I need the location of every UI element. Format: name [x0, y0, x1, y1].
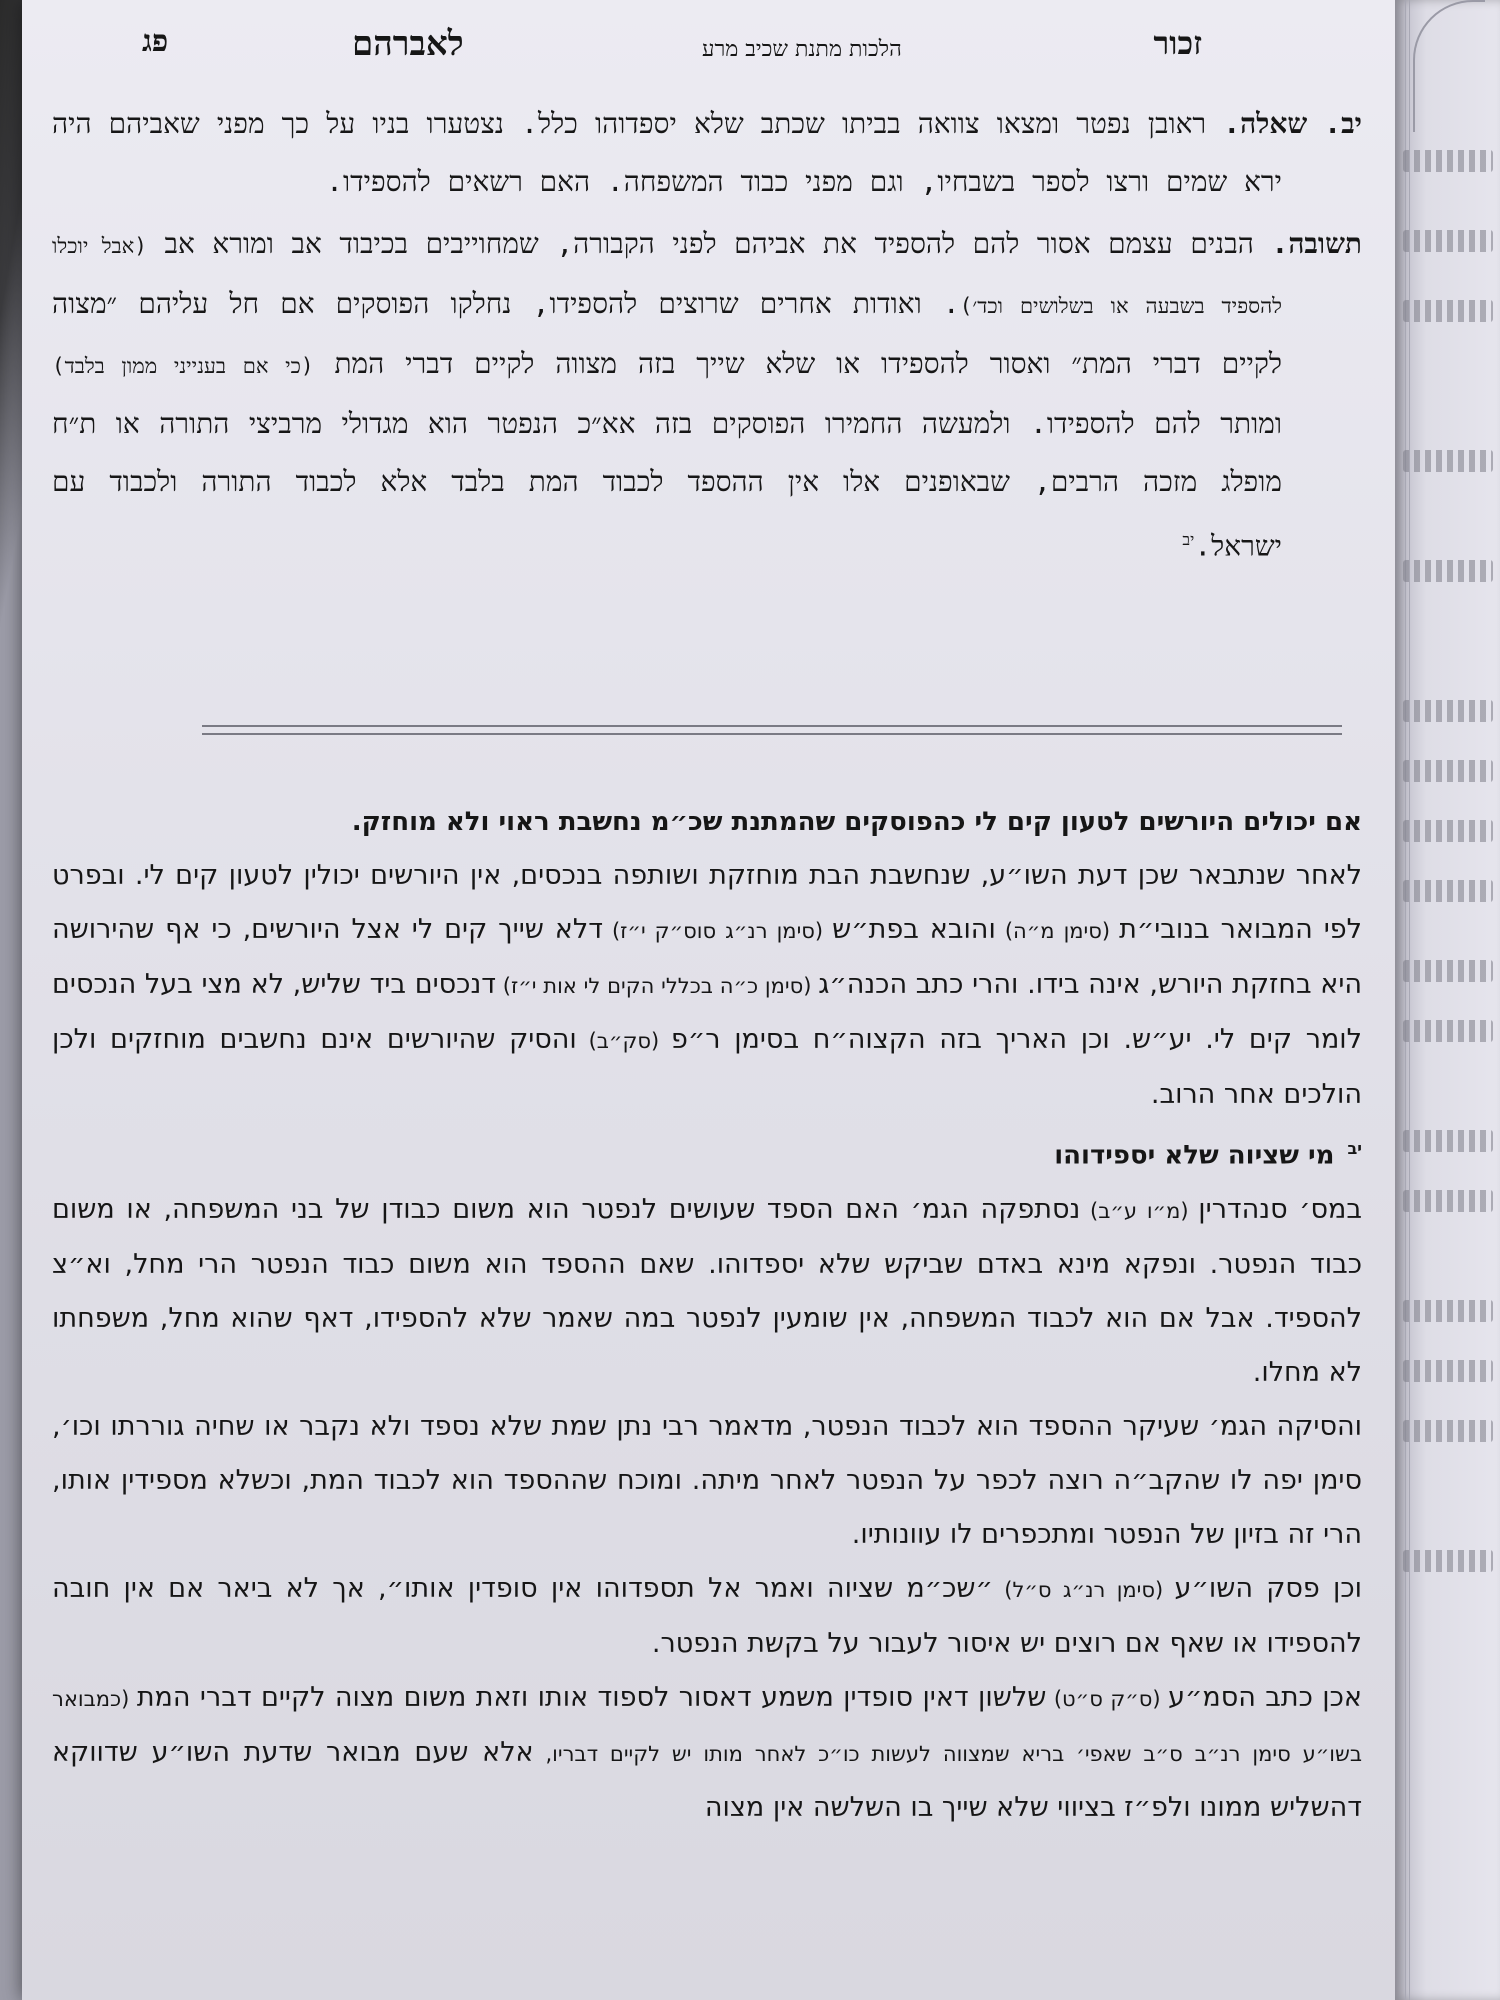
note-source: (סימן כ״ה בכללי הקים לי אות י״ז)	[496, 974, 819, 998]
question-label: יב. שאלה.	[1223, 107, 1362, 140]
page-number: פג	[142, 24, 169, 59]
note-source: (כמבואר בשו״ע סימן רנ״ב ס״ב שאפי׳ בריא שמצווה לעשות כו״כ לאחר מותו יש לקיים דבריו,	[52, 1686, 1362, 1766]
divider-line-top	[202, 725, 1342, 727]
note-heading-1: אם יכולים היורשים לטעון קים לי כהפוסקים שהמתנת שכ״מ נחשבת ראוי ולא מוחזק.	[351, 807, 1362, 837]
note-heading-2	[52, 1122, 1362, 1183]
note-paragraph-2	[52, 1183, 1362, 1400]
divider-line-bottom	[202, 733, 1342, 735]
note-heading-2-text: מי שציוה שלא יספידוהו	[1054, 1140, 1335, 1171]
note-text: והובא בפת״ש	[832, 914, 996, 945]
main-text	[52, 95, 1362, 579]
page-curl	[1413, 0, 1485, 132]
note-text: ״שכ״מ שציוה ואמר אל תספדוהו אין סופדין אותו״, אך לא ביאר אם אין חובה להספידו או שאף אם רוצים יש איסור לעבור על בקשת הנפטר.	[52, 1572, 1362, 1659]
facing-text-fragment	[1403, 1190, 1493, 1212]
facing-text-fragment	[1403, 1020, 1493, 1042]
note-text: דנכסים ביד שליש, לא מצי בעל הנכסים לומר קים לי. יע״ש. וכן האריך בזה הקצוה״ח בסימן ר״פ	[52, 969, 1362, 1055]
note-source: (סימן מ״ה)	[995, 919, 1120, 943]
question-paragraph	[52, 95, 1362, 211]
facing-text-fragment	[1403, 560, 1493, 582]
answer-paren-1: (אבל יוכלו להספיד בשבעה או בשלושים וכד׳)	[52, 234, 1282, 318]
note-text: דלא שייך קים לי אצל היורשים, כי אף שהירושה היא בחזקת היורש, אינה בידו. והרי כתב הכנה״ג	[52, 914, 1363, 1000]
note-text: במס׳ סנהדרין	[1198, 1193, 1362, 1225]
note-text: אכן כתב הסמ״ע	[1168, 1681, 1362, 1713]
facing-text-fragment	[1403, 300, 1493, 322]
facing-text-fragment	[1403, 880, 1493, 902]
facing-text-fragment	[1403, 1420, 1493, 1442]
answer-text-1: הבנים עצמם אסור להם להספיד את אביהם לפני הקבורה, שמחוייבים בכיבוד אב ומורא אב	[164, 227, 1254, 260]
note-heading-2-ref: יב	[1347, 1139, 1362, 1158]
facing-text-fragment	[1403, 700, 1493, 722]
series-title: זכור	[1153, 24, 1202, 62]
note-source: (סימן רנ״ג סוס״ק י״ז)	[602, 919, 833, 943]
answer-text-3: ומותר להם להספידו. ולמעשה החמירו הפוסקים בזה אא״כ הנפטר הוא מגדולי מרביצי התורה או ת״ח מופלג מזכה הרבים, שבאופנים אלו אין ההספד לכבוד המת בלבד אלא לכבוד התורה ולכבוד עם ישראל.	[52, 407, 1282, 563]
facing-text-fragment	[1403, 1300, 1493, 1322]
book-title: לאברהם	[352, 24, 464, 64]
answer-paren-2: (כי אם בענייני ממון בלבד)	[52, 354, 314, 378]
section-divider	[202, 725, 1342, 741]
note-source: (סק״ב)	[576, 1029, 671, 1053]
note-paragraph-3: והסיקה הגמ׳ שעיקר ההספד הוא לכבוד הנפטר, מדאמר רבי נתן שמת שלא נספד ולא נקבר או שחיה גוררתו וכו׳, סימן יפה לו שהקב״ה רוצה לכפר על הנפטר לאחר מיתה. ומוכח שההספד הוא לכבוד המת, וכשלא מספידין אותו, הרי זה בזיון של הנפטר ומתכפרים לו עוונותיו.	[52, 1410, 1362, 1550]
facing-text-fragment	[1403, 230, 1493, 252]
facing-text-fragment	[1403, 960, 1493, 982]
note-source: (ס״ק ס״ט)	[1046, 1686, 1169, 1711]
facing-text-fragment	[1403, 450, 1493, 472]
answer-label: תשובה.	[1271, 227, 1362, 260]
question-text: ראובן נפטר ומצאו צוואה בביתו שכתב שלא יספדוהו כלל. נצטערו בניו על כך מפני שאביהם היה ירא שמים ורצו לספר בשבחיו, וגם מפני כבוד המשפחה. האם רשאים להספידו.	[52, 107, 1282, 198]
facing-text-fragment	[1403, 150, 1493, 172]
footnotes-section	[52, 795, 1362, 1835]
chapter-title: הלכות מתנת שכיב מרע	[702, 37, 902, 62]
facing-text-fragment	[1403, 1130, 1493, 1152]
note-paragraph-4	[52, 1562, 1362, 1671]
facing-text-fragment	[1403, 760, 1493, 782]
facing-text-fragment	[1403, 820, 1493, 842]
note-source: (מ״ו ע״ב)	[1080, 1198, 1199, 1223]
answer-text-2: . ואודות אחרים שרוצים להספידו, נחלקו הפוסקים אם חל עליהם ״מצוה לקיים דברי המת״ ואסור להספידו או שלא שייך בזה מצווה לקיים דברי המת	[52, 287, 1282, 380]
facing-text-fragment	[1403, 1550, 1493, 1572]
facing-page-edge	[1395, 0, 1500, 2000]
note-text: שלשון דאין סופדין משמע דאסור לספוד אותו וזאת משום מצוה לקיים דברי המת	[136, 1681, 1047, 1713]
note-paragraph-1	[52, 849, 1362, 1122]
answer-paragraph	[52, 215, 1362, 575]
note-text: לאחר שנתבאר שכן דעת השו״ע, שנחשבת הבת מוחזקת ושותפה בנכסים, אין היורשים יכולין לטעון קים לי. ובפרט לפי המבואר בנובי״ת	[52, 860, 1363, 945]
note-text: וכן פסק השו״ע	[1174, 1572, 1363, 1604]
footnote-ref: יב	[1182, 530, 1195, 549]
note-text: והסיק שהיורשים אינם נחשבים מוחזקים ולכן הולכים אחר הרוב.	[52, 1024, 1362, 1110]
note-text: אלא שעם מבואר שדעת השו״ע שדווקא דהשליש ממונו ולפ״ז בציווי שלא שייך בו השלשה אין מצוה	[52, 1736, 1362, 1823]
running-head	[62, 14, 1382, 74]
note-source: (סימן רנ״ג ס״ל)	[992, 1577, 1175, 1602]
facing-text-fragment	[1403, 1360, 1493, 1382]
book-page	[22, 0, 1422, 2000]
note-text: נסתפקה הגמ׳ האם הספד שעושים לנפטר הוא משום כבודן של בני המשפחה, או משום כבוד הנפטר. ונפקא מינא באדם שביקש שלא יספדוהו. שאם ההספד הוא משום כבוד הנפטר הרי מחל, וא״צ להספיד. אבל אם הוא לכבוד המשפחה, אין שומעין לנפטר במה שאמר שלא להספידו, דאף שהוא מחל, משפחתו לא מחלו.	[52, 1193, 1362, 1388]
note-paragraph-5	[52, 1671, 1362, 1835]
